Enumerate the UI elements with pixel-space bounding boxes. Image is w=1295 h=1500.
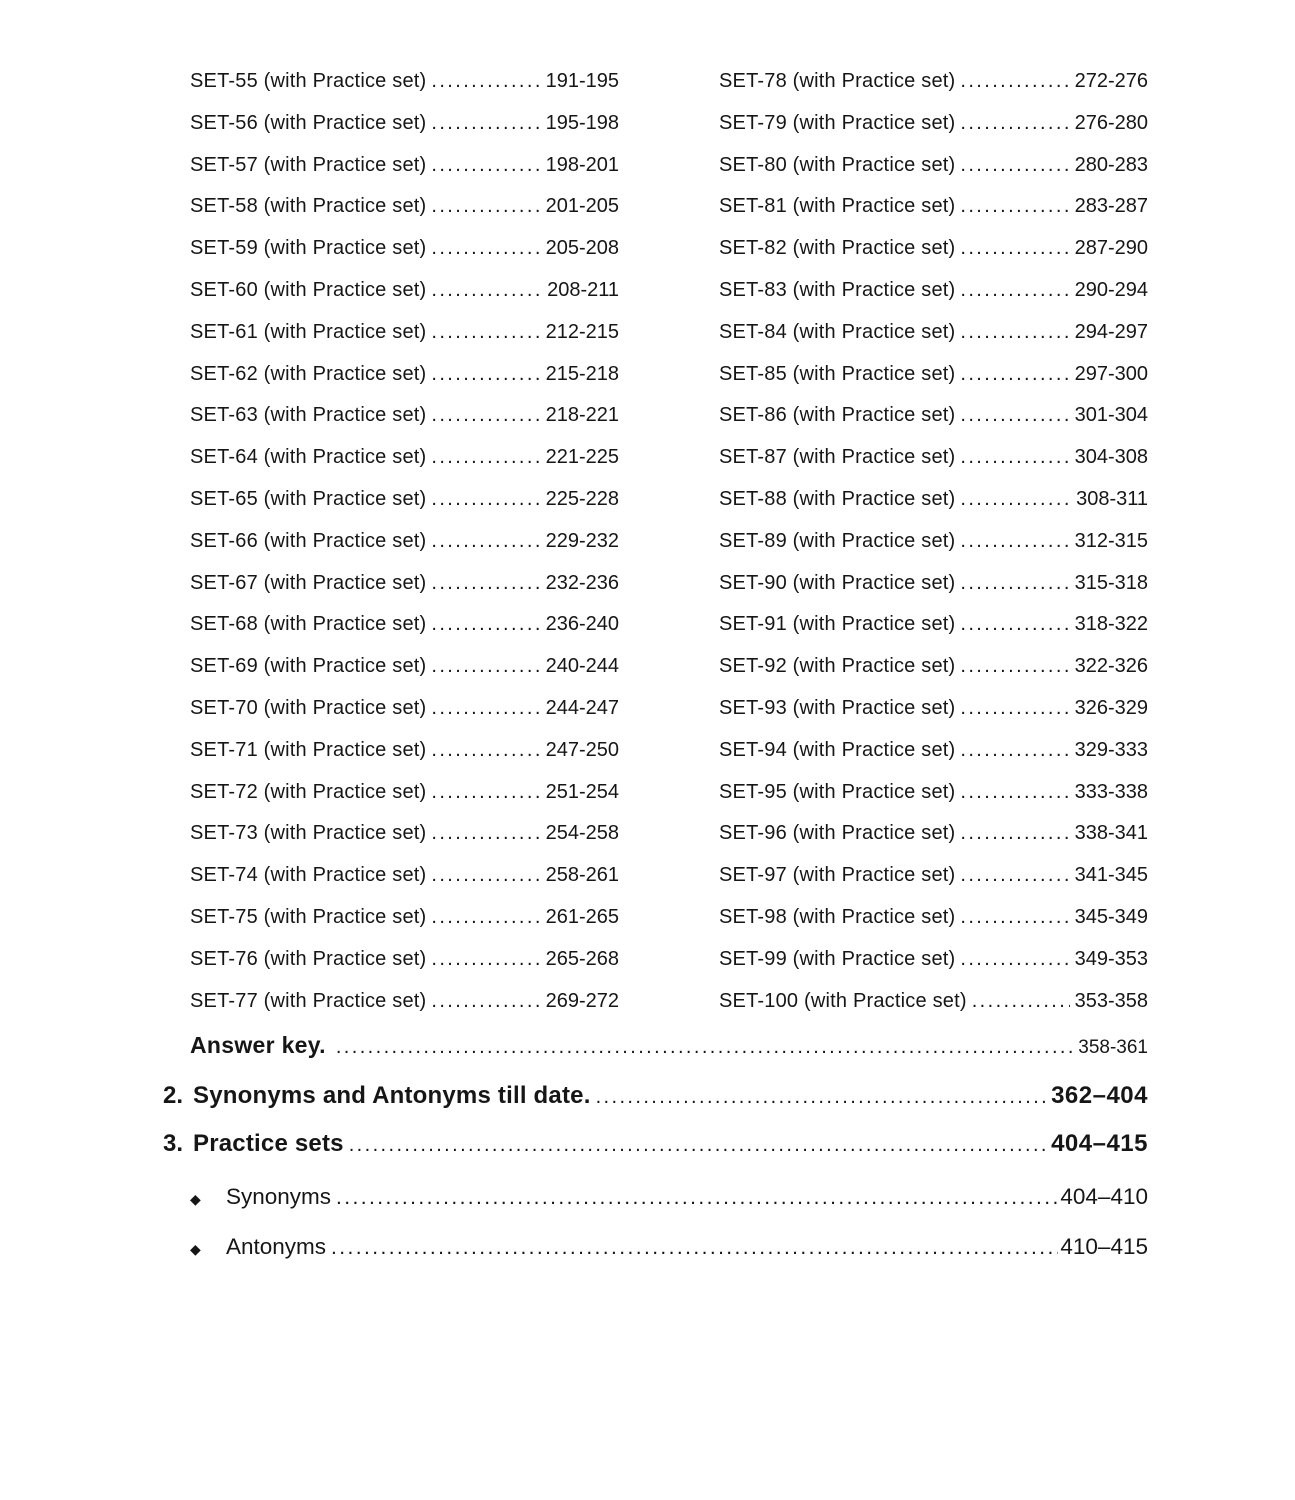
toc-entry-pages: 338-341: [1074, 822, 1148, 845]
toc-entry: [190, 228, 619, 270]
toc-entry-label: SET-71 (with Practice set): [190, 738, 427, 761]
toc-entry-label: SET-87 (with Practice set): [719, 446, 956, 469]
toc-entry: [190, 939, 619, 981]
dot-leader: [960, 730, 1069, 772]
dot-leader: [431, 939, 540, 981]
dot-leader: [960, 61, 1069, 103]
toc-entry: [190, 813, 619, 855]
toc-entry: [719, 855, 1148, 897]
toc-entry-pages: 283-287: [1074, 195, 1148, 218]
toc-entry: [719, 730, 1148, 772]
toc-entry-label: SET-68 (with Practice set): [190, 613, 427, 636]
toc-entry-label: SET-77 (with Practice set): [190, 989, 427, 1012]
section-label: Synonyms and Antonyms till date.: [193, 1082, 591, 1109]
toc-entry-label: SET-92 (with Practice set): [719, 655, 956, 678]
dot-leader: [960, 897, 1069, 939]
toc-entry-label: SET-83 (with Practice set): [719, 278, 956, 301]
toc-entry-pages: 269-272: [545, 989, 619, 1012]
toc-entry-label: SET-57 (with Practice set): [190, 153, 427, 176]
toc-entry-label: SET-66 (with Practice set): [190, 529, 427, 552]
dot-leader: [960, 521, 1069, 563]
toc-entry: [190, 61, 619, 103]
toc-entry-pages: 251-254: [545, 780, 619, 803]
toc-entry-label: SET-81 (with Practice set): [719, 195, 956, 218]
toc-entry: [190, 186, 619, 228]
toc-entry-label: SET-58 (with Practice set): [190, 195, 427, 218]
toc-entry: [719, 61, 1148, 103]
toc-entry: [190, 855, 619, 897]
toc-entry: [190, 103, 619, 145]
dot-leader: [960, 479, 1071, 521]
toc-entry-pages: 198-201: [545, 153, 619, 176]
dot-leader: [431, 103, 540, 145]
dot-leader: [960, 604, 1069, 646]
subsection-pages: 410–415: [1060, 1234, 1148, 1259]
toc-entry-label: SET-85 (with Practice set): [719, 362, 956, 385]
toc-entry: [719, 354, 1148, 396]
toc-entry-pages: 294-297: [1074, 320, 1148, 343]
toc-entry-label: SET-100 (with Practice set): [719, 989, 967, 1012]
toc-entry-label: SET-88 (with Practice set): [719, 487, 956, 510]
toc-entry-label: SET-60 (with Practice set): [190, 278, 427, 301]
section-number: 3.: [163, 1130, 184, 1157]
dot-leader: [349, 1121, 1049, 1169]
dot-leader: [596, 1073, 1049, 1121]
toc-subsection-antonyms: [190, 1222, 1148, 1272]
section-number: 2.: [163, 1082, 184, 1109]
toc-entry-pages: 195-198: [545, 111, 619, 134]
toc-entry-label: SET-78 (with Practice set): [719, 70, 956, 92]
toc-entry: [190, 604, 619, 646]
toc-entry-pages: 272-276: [1074, 70, 1148, 92]
toc-entry-pages: 280-283: [1074, 153, 1148, 176]
toc-entry-answer-key: [190, 1024, 1148, 1066]
toc-entry-label: SET-91 (with Practice set): [719, 613, 956, 636]
toc-entry: [719, 270, 1148, 312]
toc-entry-label: SET-84 (with Practice set): [719, 320, 956, 343]
toc-entry-pages: 333-338: [1074, 780, 1148, 803]
toc-entry: [719, 395, 1148, 437]
toc-entry-label: SET-89 (with Practice set): [719, 529, 956, 552]
dot-leader: [431, 521, 540, 563]
toc-entry-pages: 287-290: [1074, 237, 1148, 260]
toc-entry: [190, 981, 619, 1023]
dot-leader: [431, 186, 540, 228]
subsection-label: Antonyms: [226, 1234, 327, 1259]
dot-leader: [331, 1223, 1058, 1273]
toc-entry-label: SET-61 (with Practice set): [190, 320, 427, 343]
toc-entry-pages: 297-300: [1074, 362, 1148, 385]
toc-entry-label: SET-75 (with Practice set): [190, 905, 427, 928]
dot-leader: [431, 646, 540, 688]
toc-entry: [190, 646, 619, 688]
toc-entry-pages: 315-318: [1074, 571, 1148, 594]
toc-entry-label: SET-62 (with Practice set): [190, 362, 427, 385]
toc-entry-pages: 201-205: [545, 195, 619, 218]
toc-entry: [190, 563, 619, 605]
toc-entry: [719, 103, 1148, 145]
subsection-label: Synonyms: [226, 1184, 332, 1209]
dot-leader: [960, 855, 1069, 897]
toc-entry-pages: 261-265: [545, 905, 619, 928]
toc-entry-pages: 258-261: [545, 864, 619, 887]
dot-leader: [960, 228, 1069, 270]
toc-entry-label: SET-64 (with Practice set): [190, 446, 427, 469]
toc-columns: [190, 61, 1148, 1022]
toc-entry-pages: 318-322: [1074, 613, 1148, 636]
section-label: Practice sets: [193, 1130, 344, 1157]
toc-entry-label: SET-67 (with Practice set): [190, 571, 427, 594]
toc-entry-pages: 212-215: [545, 320, 619, 343]
dot-leader: [960, 395, 1069, 437]
toc-entry-label: SET-79 (with Practice set): [719, 111, 956, 134]
toc-entry: [719, 563, 1148, 605]
toc-section-practice-sets: [163, 1120, 1148, 1168]
toc-entry-pages: 322-326: [1074, 655, 1148, 678]
dot-leader: [431, 270, 542, 312]
dot-leader: [960, 145, 1069, 187]
dot-leader: [960, 437, 1069, 479]
toc-entry: [719, 521, 1148, 563]
toc-entry-label: SET-95 (with Practice set): [719, 780, 956, 803]
dot-leader: [972, 981, 1070, 1023]
toc-entry-label: SET-94 (with Practice set): [719, 738, 956, 761]
toc-entry-pages: 225-228: [545, 487, 619, 510]
toc-entry-pages: 312-315: [1074, 529, 1148, 552]
dot-leader: [431, 855, 540, 897]
toc-entry-label: SET-55 (with Practice set): [190, 70, 427, 92]
toc-entry: [190, 897, 619, 939]
toc-entry-label: SET-74 (with Practice set): [190, 864, 427, 887]
toc-entry-pages: 218-221: [545, 404, 619, 427]
toc-entry-pages: 349-353: [1074, 947, 1148, 970]
toc-entry: [719, 479, 1148, 521]
toc-entry-pages: 341-345: [1074, 864, 1148, 887]
toc-entry: [719, 437, 1148, 479]
dot-leader: [960, 186, 1069, 228]
answer-key-pages: 358-361: [1078, 1037, 1148, 1058]
toc-entry: [190, 145, 619, 187]
toc-entry: [719, 939, 1148, 981]
toc-entry-pages: 345-349: [1074, 905, 1148, 928]
toc-entry-pages: 254-258: [545, 822, 619, 845]
toc-entry: [719, 312, 1148, 354]
dot-leader: [960, 688, 1069, 730]
toc-entry-label: SET-93 (with Practice set): [719, 696, 956, 719]
toc-entry-pages: 308-311: [1076, 487, 1148, 510]
toc-entry-label: SET-80 (with Practice set): [719, 153, 956, 176]
section-pages: 404–415: [1051, 1130, 1148, 1157]
dot-leader: [336, 1026, 1076, 1068]
toc-entry-label: SET-98 (with Practice set): [719, 905, 956, 928]
toc-section-synonyms-antonyms: [163, 1072, 1148, 1120]
dot-leader: [431, 145, 540, 187]
toc-subsection-synonyms: [190, 1172, 1148, 1222]
toc-entry: [190, 437, 619, 479]
toc-entry-pages: 240-244: [545, 655, 619, 678]
toc-entry-label: SET-73 (with Practice set): [190, 822, 427, 845]
dot-leader: [960, 354, 1069, 396]
dot-leader: [960, 563, 1069, 605]
dot-leader: [431, 312, 540, 354]
toc-entry-pages: 290-294: [1074, 278, 1148, 301]
toc-entry-pages: 244-247: [545, 696, 619, 719]
dot-leader: [431, 563, 540, 605]
dot-leader: [431, 479, 540, 521]
toc-entry-pages: 205-208: [545, 237, 619, 260]
toc-entry: [719, 688, 1148, 730]
toc-entry-label: SET-97 (with Practice set): [719, 864, 956, 887]
toc-entry-label: SET-90 (with Practice set): [719, 571, 956, 594]
dot-leader: [431, 688, 540, 730]
answer-key-label: Answer key.: [190, 1032, 326, 1058]
dot-leader: [960, 270, 1069, 312]
toc-entry-pages: 215-218: [545, 362, 619, 385]
dot-leader: [431, 730, 540, 772]
toc-entry-label: SET-70 (with Practice set): [190, 696, 427, 719]
dot-leader: [431, 813, 540, 855]
dot-leader: [960, 646, 1069, 688]
toc-sections: [163, 1072, 1148, 1168]
toc-entry-label: SET-96 (with Practice set): [719, 822, 956, 845]
dot-leader: [431, 61, 540, 103]
toc-entry-pages: 247-250: [545, 738, 619, 761]
toc-entry: [190, 730, 619, 772]
dot-leader: [960, 813, 1069, 855]
dot-leader: [960, 103, 1069, 145]
toc-entry: [190, 772, 619, 814]
dot-leader: [431, 981, 540, 1023]
toc-entry: [719, 981, 1148, 1023]
toc-entry-label: SET-82 (with Practice set): [719, 237, 956, 260]
toc-entry: [719, 145, 1148, 187]
dot-leader: [431, 897, 540, 939]
dot-leader: [960, 772, 1069, 814]
section-pages: 362–404: [1051, 1082, 1148, 1109]
dot-leader: [431, 395, 540, 437]
toc-right-column: [719, 61, 1148, 1022]
toc-entry-pages: 329-333: [1074, 738, 1148, 761]
toc-entry-label: SET-69 (with Practice set): [190, 655, 427, 678]
toc-entry-pages: 353-358: [1074, 989, 1148, 1012]
toc-entry-label: SET-86 (with Practice set): [719, 404, 956, 427]
dot-leader: [431, 354, 540, 396]
toc-entry: [719, 772, 1148, 814]
toc-entry: [719, 813, 1148, 855]
toc-entry-pages: 326-329: [1074, 696, 1148, 719]
dot-leader: [431, 604, 540, 646]
toc-entry-label: SET-65 (with Practice set): [190, 487, 427, 510]
toc-entry-label: SET-99 (with Practice set): [719, 947, 956, 970]
toc-left-column: [190, 61, 619, 1022]
toc-entry-label: SET-56 (with Practice set): [190, 111, 427, 134]
toc-entry-pages: 208-211: [547, 278, 619, 301]
toc-entry: [719, 228, 1148, 270]
toc-entry-pages: 191-195: [545, 70, 619, 92]
toc-entry: [190, 395, 619, 437]
toc-entry: [719, 186, 1148, 228]
toc-entry-pages: 229-232: [545, 529, 619, 552]
toc-entry-pages: 301-304: [1074, 404, 1148, 427]
diamond-bullet-icon: ◆: [190, 1241, 201, 1257]
dot-leader: [336, 1173, 1058, 1223]
toc-entry: [190, 270, 619, 312]
toc-entry: [190, 479, 619, 521]
toc-entry-pages: 232-236: [545, 571, 619, 594]
dot-leader: [960, 312, 1069, 354]
toc-entry-pages: 304-308: [1074, 446, 1148, 469]
toc-entry: [190, 688, 619, 730]
toc-entry-label: SET-76 (with Practice set): [190, 947, 427, 970]
dot-leader: [431, 437, 540, 479]
toc-entry: [719, 604, 1148, 646]
dot-leader: [960, 939, 1069, 981]
toc-entry-label: SET-72 (with Practice set): [190, 780, 427, 803]
toc-entry: [190, 354, 619, 396]
toc-entry: [190, 312, 619, 354]
toc-subsections: [190, 1172, 1148, 1272]
toc-entry: [190, 521, 619, 563]
subsection-pages: 404–410: [1060, 1184, 1148, 1209]
toc-entry: [719, 646, 1148, 688]
toc-entry-label: SET-63 (with Practice set): [190, 404, 427, 427]
toc-entry-label: SET-59 (with Practice set): [190, 237, 427, 260]
dot-leader: [431, 228, 540, 270]
diamond-bullet-icon: ◆: [190, 1191, 201, 1207]
toc-entry-pages: 265-268: [545, 947, 619, 970]
toc-entry-pages: 236-240: [545, 613, 619, 636]
toc-entry: [719, 897, 1148, 939]
toc-entry-pages: 221-225: [545, 446, 619, 469]
toc-entry-pages: 276-280: [1074, 111, 1148, 134]
dot-leader: [431, 772, 540, 814]
